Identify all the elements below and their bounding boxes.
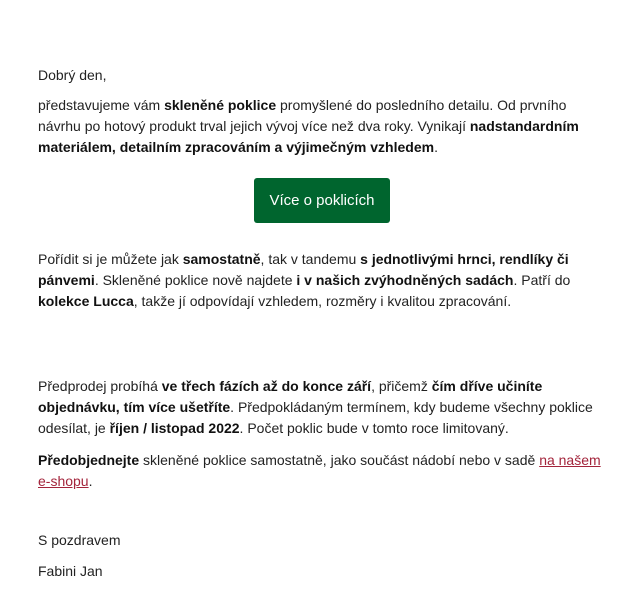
intro-bold-1: skleněné poklice [164,97,277,113]
para2-text-2: , tak v tandemu [260,251,361,267]
preorder-paragraph [38,450,604,492]
para3-bold-3: říjen / listopad 2022 [109,420,240,436]
para3-text-1: Předprodej probíhá [38,378,162,394]
para3-text-4: . Počet poklic bude v tomto roce limitovaný. [239,420,509,436]
para2-text-1: Pořídit si je můžete jak [38,251,183,267]
para3-text-3: . Předpokládaným termínem, kdy budeme všechny poklice odesílat, je [38,399,593,436]
para3-bold-2: čím dříve učiníte objednávku, tím více ušetříte [38,378,543,415]
intro-bold-2: nadstandardním materiálem, detailním zpracováním a výjimečným vzhledem [38,118,579,155]
intro-paragraph [38,95,598,158]
para2-bold-4: kolekce Lucca [38,293,134,309]
purchase-options-paragraph [38,249,598,312]
cta-wrapper [38,178,604,223]
para3-bold-1: ve třech fázích až do konce září [161,378,372,394]
closing-text: S pozdravem [38,532,121,548]
para2-text-5: , takže jí odpovídají vzhledem, rozměry i kvalitou zpracování. [133,293,512,309]
eshop-link[interactable]: na našem e-shopu [38,452,601,489]
presale-paragraph [38,376,604,439]
para4-text-1: skleněné poklice samostatně, jako součást nádobí nebo v sadě [139,452,540,468]
intro-text-3: . [434,139,438,155]
para2-text-4: . Patří do [513,272,571,288]
para3-text-2: , přičemž [371,378,432,394]
para2-bold-2: s jednotlivými hrnci, rendlíky či pánvemi [38,251,569,288]
para4-text-2: . [88,473,93,489]
more-about-lids-button[interactable]: Více o poklicích [254,178,390,223]
signature: Fabini Jan [38,563,103,579]
para2-bold-1: samostatně [182,251,261,267]
intro-text-2: promyšlené do posledního detailu. Od prvního návrhu po hotový produkt trval jejich vývoj více než dva roky. Vynikají [38,97,567,134]
para2-text-3: . Skleněné poklice nově najdete [94,272,297,288]
greeting: Dobrý den, [38,67,107,83]
para4-bold-1: Předobjednejte [38,452,140,468]
intro-text-1: představujeme vám [38,97,165,113]
para2-bold-3: i v našich zvýhodněných sadách [296,272,514,288]
